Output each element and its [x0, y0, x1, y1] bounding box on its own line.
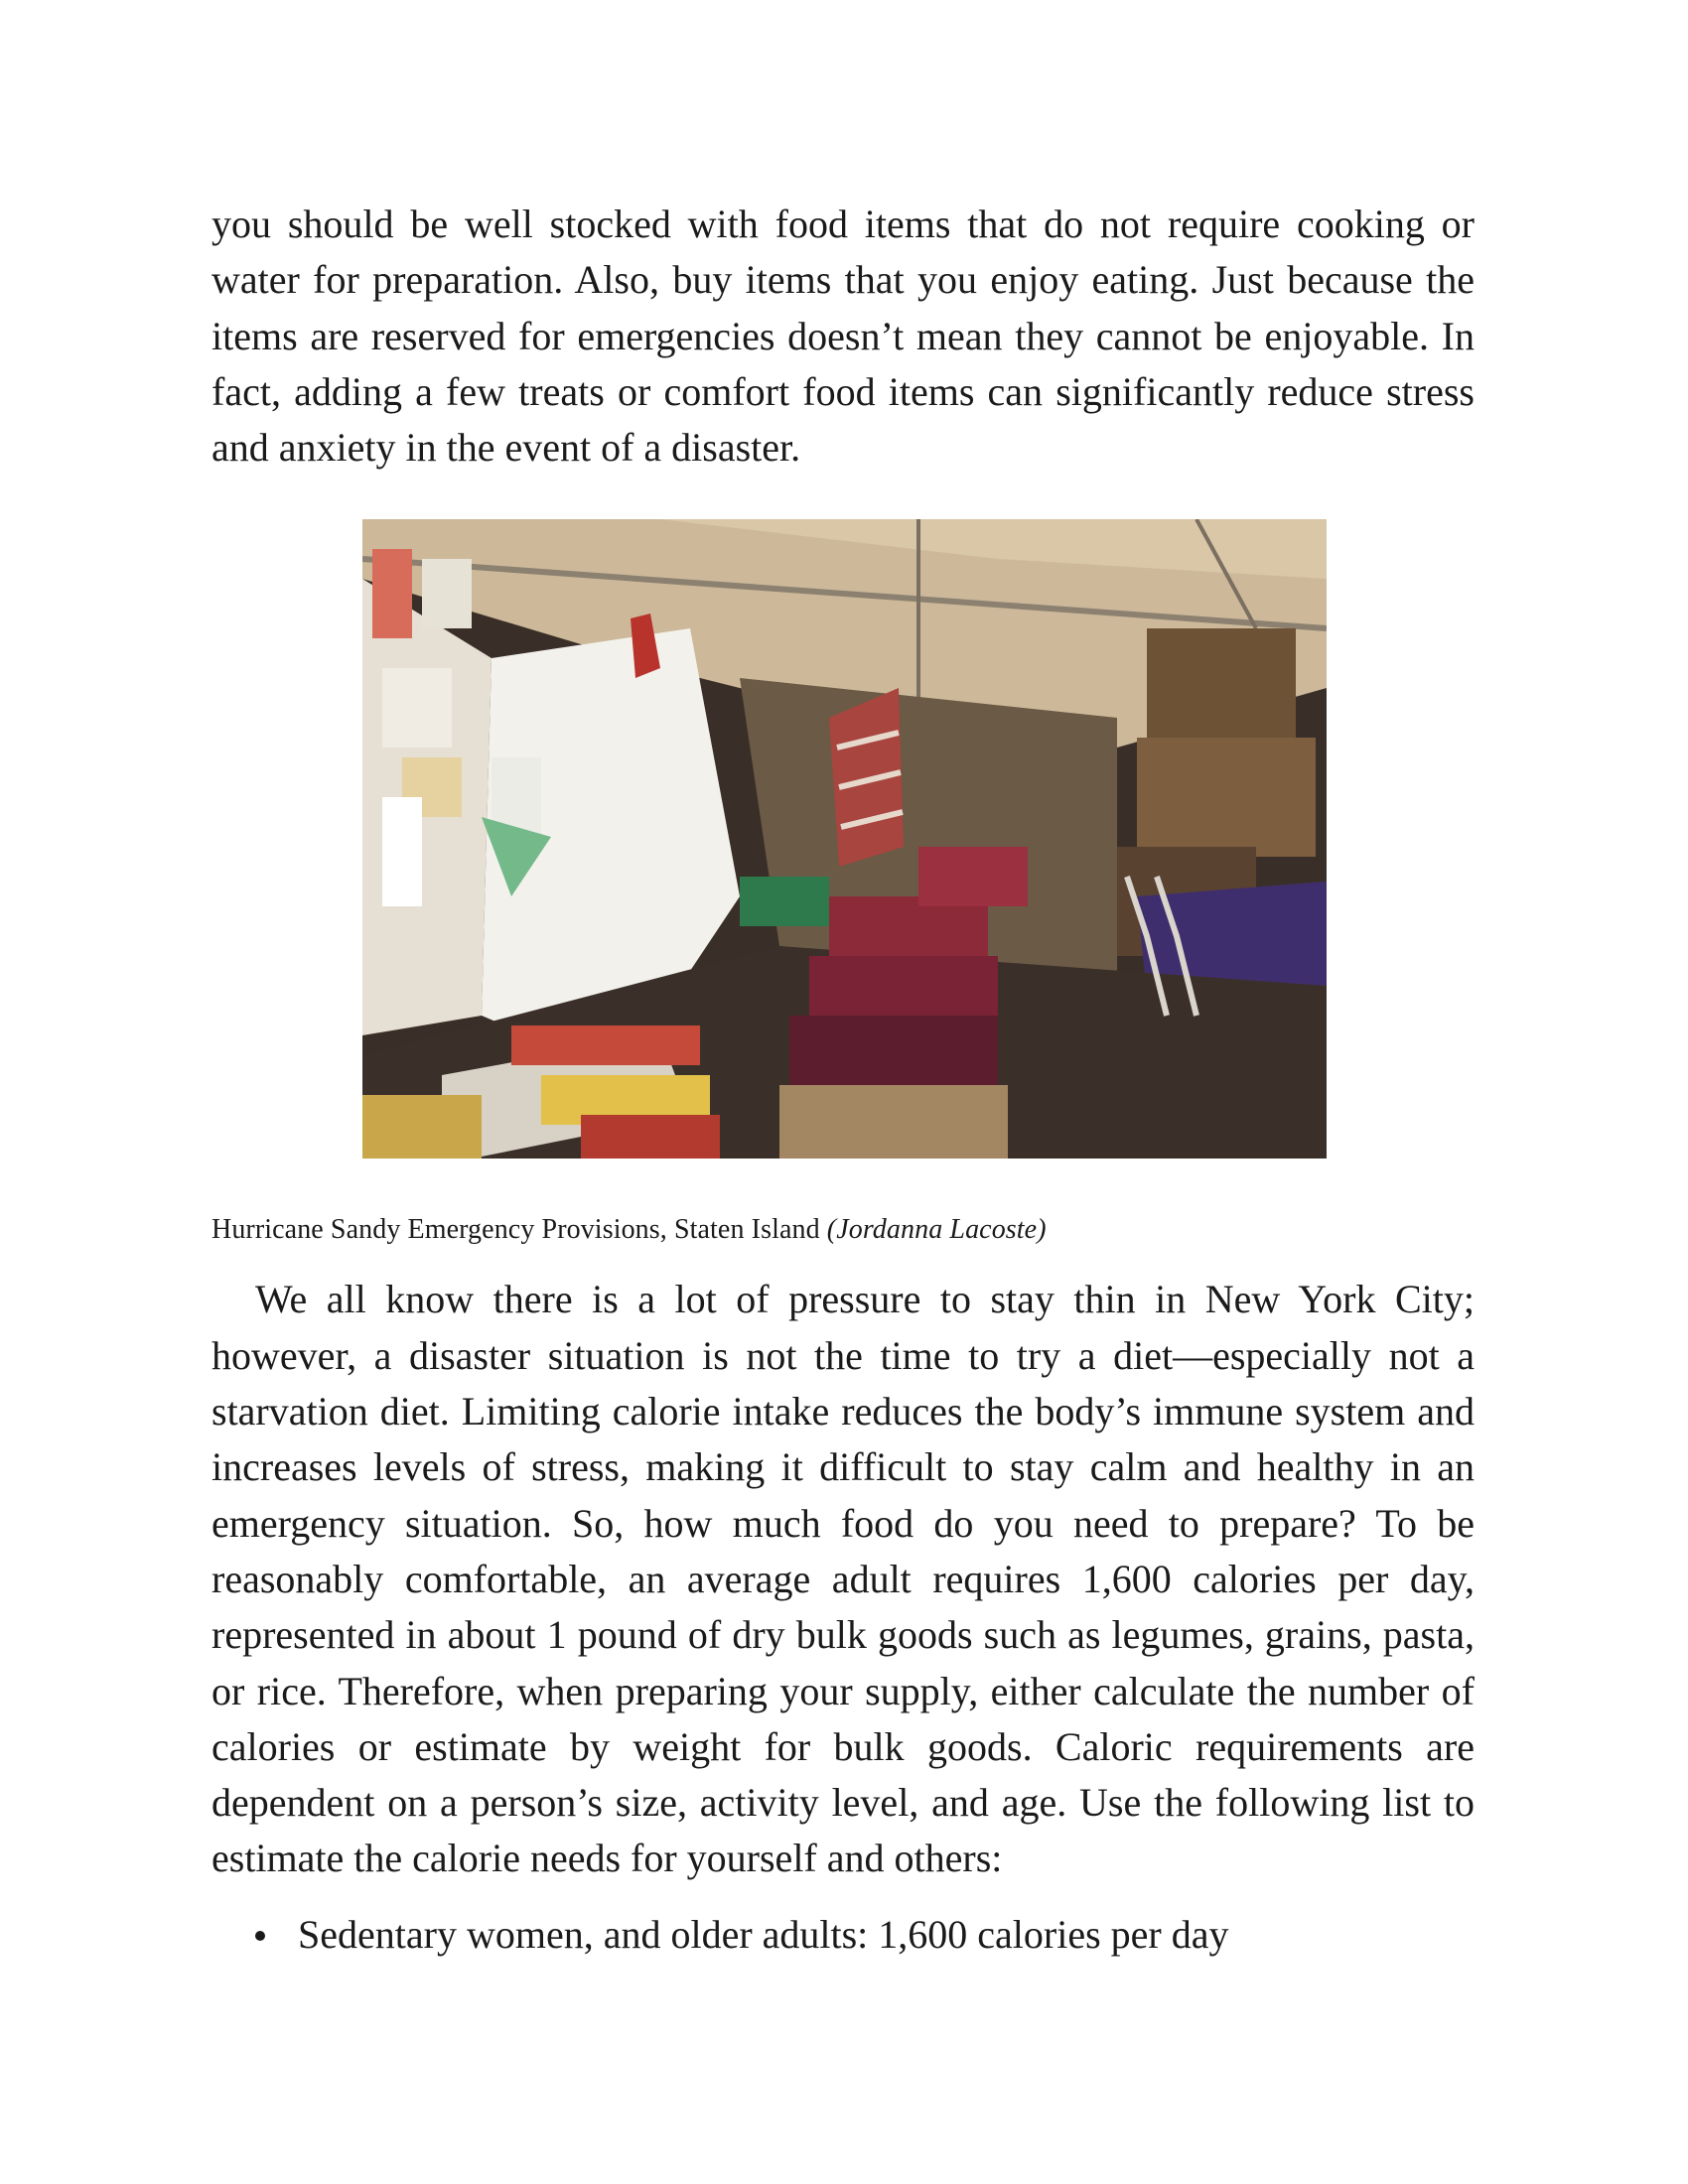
list-item: [211, 1907, 1475, 1963]
photo-emergency-provisions-tent: [362, 519, 1327, 1159]
calorie-needs-list: [211, 1907, 1475, 1963]
paragraph-calories: We all know there is a lot of pressure to stay thin in New York City; however, a disaster situation is not the time to try a diet—especially not a starvation diet. Limiting calorie intake reduces the body’s immune system and increases levels of stress, making it difficult to stay calm and healthy in an emergency situation. So, how much food do you need to prepare? To be reasonably comfortable, an average adult requires 1,600 calories per day, represented in about 1 pound of dry bulk goods such as legumes, grains, pasta, or rice. Therefore, when preparing your supply, either calculate the number of calories or estimate by weight for bulk goods. Caloric requirements are dependent on a person’s size, activity level, and age. Use the following list to estimate the calorie needs for yourself and others:: [211, 1277, 1475, 1881]
list-item-text: Sedentary women, and older adults: 1,600 calories per day: [298, 1911, 1229, 1957]
caption-credit: (Jordanna Lacoste): [826, 1214, 1047, 1246]
paragraph-intro: you should be well stocked with food items that do not require cooking or water for preparation. Also, buy items that you enjoy eating. Just because the items are reserved for emergencies doesn’t mean they cannot be enjoyable. In fact, adding a few treats or comfort food items can significantly reduce stress and anxiety in the event of a disaster.: [211, 202, 1475, 471]
caption-text: Hurricane Sandy Emergency Provisions, Staten Island: [211, 1214, 827, 1246]
figure-caption: [211, 1212, 1475, 1248]
bullet-icon: [255, 1931, 265, 1941]
page-content: [211, 197, 1475, 1963]
